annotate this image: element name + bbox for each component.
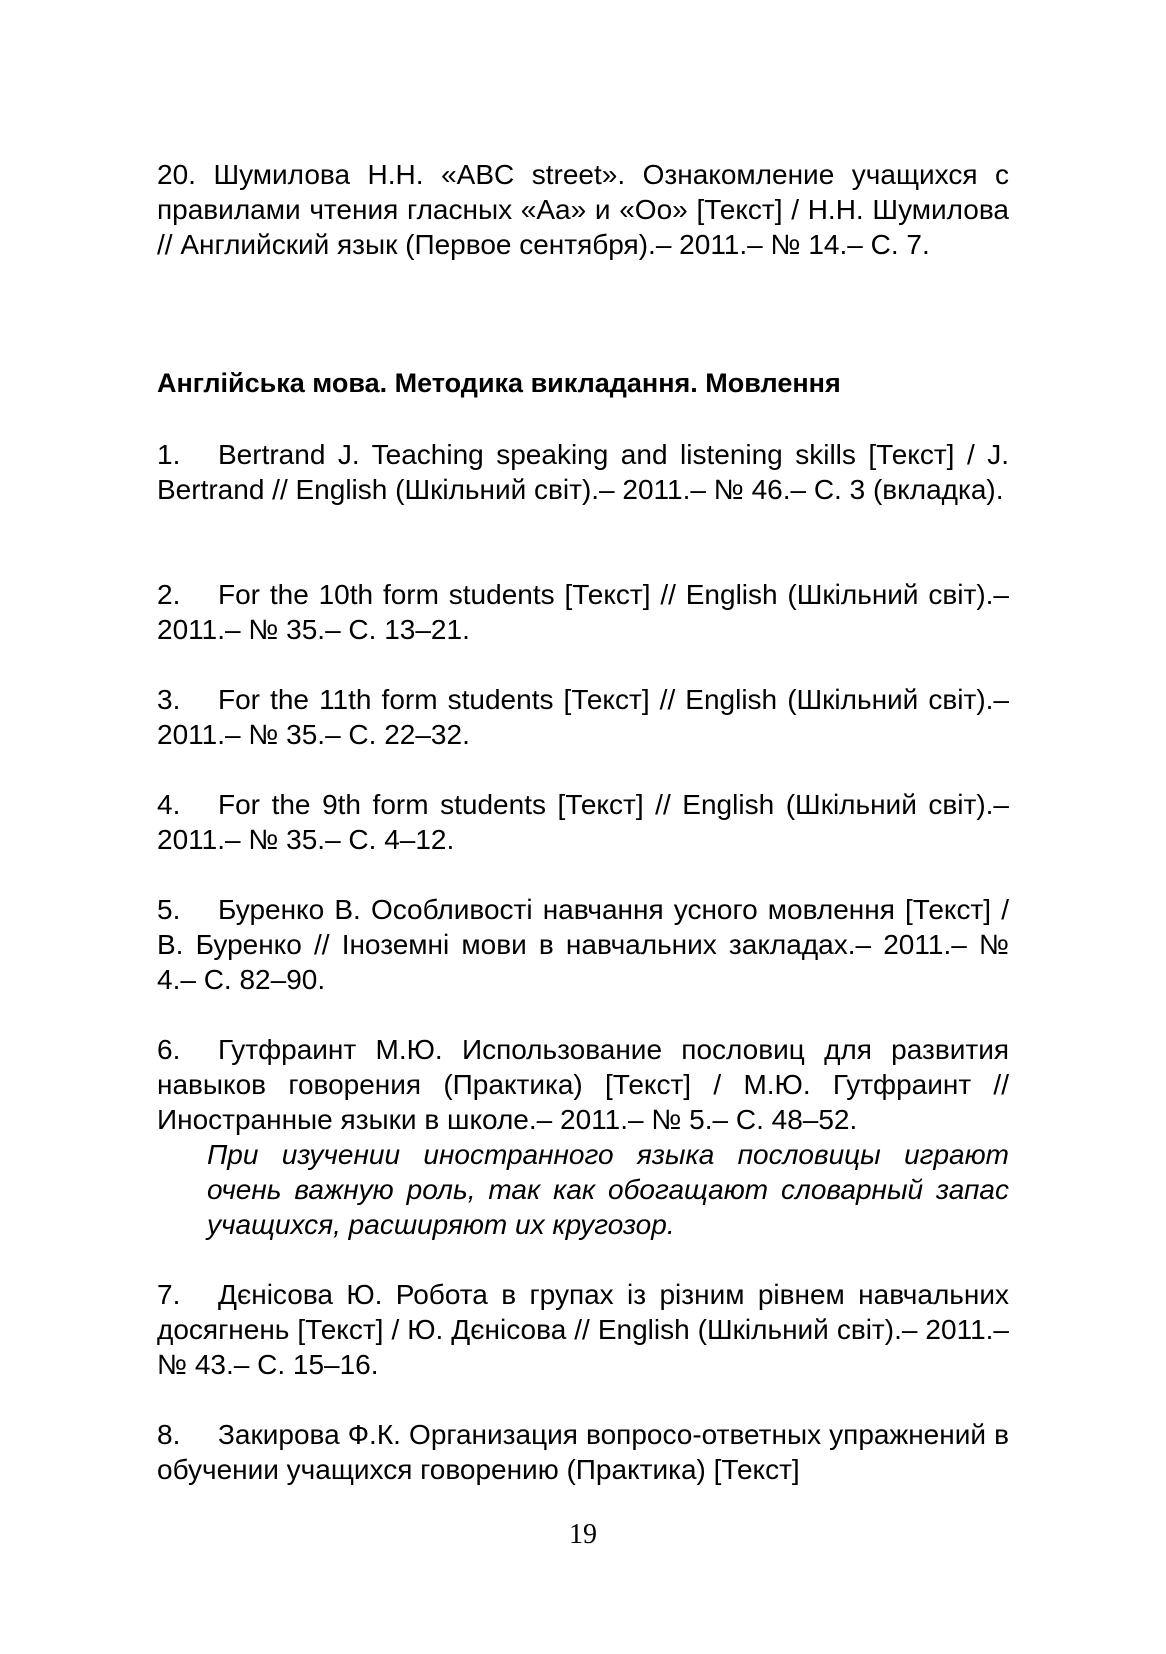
entry-text: 20. Шумилова Н.Н. «ABC street». Ознакомление учащихся с правилами чтения гласных «Aa» и «Oo» [Текст] / Н.Н. Шумилова // Английский язык (Первое сентября).– 2011.– № 14.– С. 7. (157, 159, 1009, 260)
bibliography-entry-8 (157, 1417, 1009, 1487)
entry-text: Гутфраинт М.Ю. Использование пословиц для развития навыков говорения (Практика) [Текст] / М.Ю. Гутфраинт // Иностранные языки в школе.– 2011.– № 5.– С. 48–52. (157, 1034, 1009, 1135)
entry-text: For the 11th form students [Текст] // English (Шкільний світ).– 2011.– № 35.– С. 22–32. (157, 684, 1009, 750)
entry-number: 4. (157, 789, 181, 820)
entry-text: Дєнісова Ю. Робота в групах із різним рівнем навчальних досягнень [Текст] / Ю. Дєнісова // English (Шкільний світ).– 2011.– № 43.– С. 15–16. (157, 1279, 1009, 1380)
bibliography-entry-4 (157, 787, 1009, 857)
entry-text: For the 9th form students [Текст] // English (Шкільний світ).– 2011.– № 35.– С. 4–12. (157, 789, 1009, 855)
entry-number: 6. (157, 1034, 181, 1065)
entry-text: For the 10th form students [Текст] // English (Шкільний світ).– 2011.– № 35.– С. 13–21. (157, 579, 1009, 645)
entry-number: 3. (157, 684, 181, 715)
bibliography-entry-3 (157, 682, 1009, 752)
section-title: Англійська мова. Методика викладання. Мовлення (157, 368, 841, 398)
page-number: 19 (569, 1519, 597, 1550)
entry-number: 1. (157, 439, 181, 470)
bibliography-entry-20 (157, 157, 1009, 262)
entry-text: Закирова Ф.К. Организация вопросо-ответных упражнений в обучении учащихся говорению (Практика) [Текст] (157, 1419, 1009, 1485)
entry-number: 5. (157, 894, 181, 925)
bibliography-entry-5 (157, 892, 1009, 997)
entry-annotation: При изучении иностранного языка пословицы играют очень важную роль, так как обогащают словарный запас учащихся, расширяют их кругозор. (207, 1139, 1009, 1240)
bibliography-entry-1 (157, 437, 1009, 507)
entry-number: 2. (157, 579, 181, 610)
entry-number: 8. (157, 1419, 181, 1450)
bibliography-entry-6 (157, 1032, 1009, 1137)
entry-text: Bertrand J. Teaching speaking and listening skills [Текст] / J. Bertrand // English (Шкільний світ).– 2011.– № 46.– С. 3 (вкладка). (157, 439, 1009, 505)
bibliography-entry-7 (157, 1277, 1009, 1382)
entry-number: 7. (157, 1279, 181, 1310)
entry-text: Буренко В. Особливості навчання усного мовлення [Текст] / В. Буренко // Іноземні мови в навчальних закладах.– 2011.– № 4.– С. 82–90. (157, 894, 1009, 995)
bibliography-entry-2 (157, 577, 1009, 647)
